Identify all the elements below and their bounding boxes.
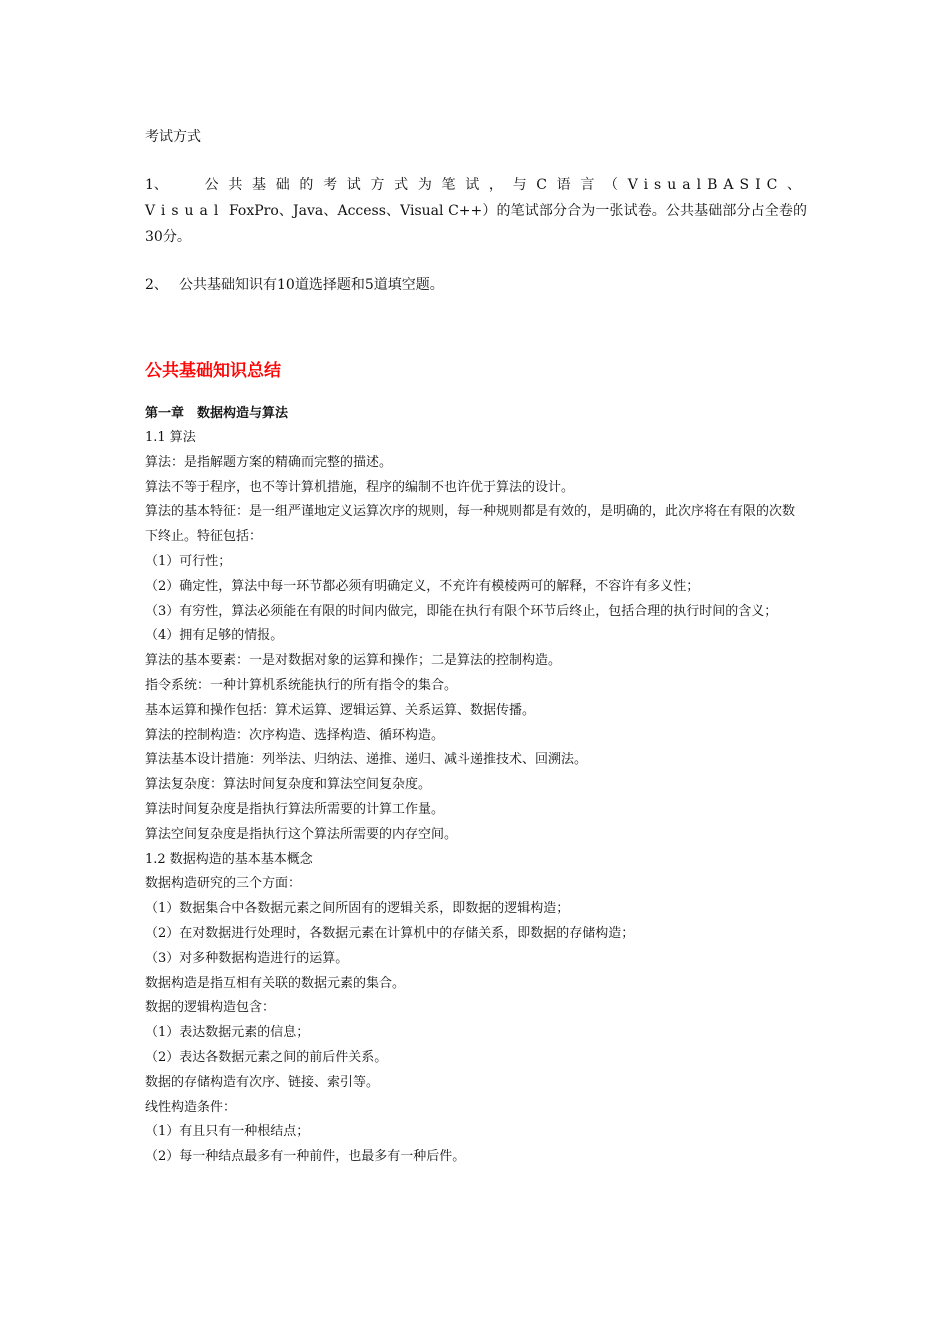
exam-item-1	[145, 172, 807, 250]
body-line: （4）拥有足够的情报。	[145, 628, 284, 644]
exam-item-2-number: 2、	[145, 277, 168, 293]
exam-item-1-text: FoxPro、Java、Access、Visual C++）的笔试部分合为一张试卷。公共基础部分占全卷的30分。	[145, 203, 808, 245]
body-line: 算法基本设计措施：列举法、归纳法、递推、递归、减斗递推技术、回溯法。	[145, 752, 588, 768]
exam-item-1-number: 1、	[145, 177, 168, 193]
summary-title: 公共基础知识总结	[145, 361, 281, 381]
body-line: 算法复杂度：算法时间复杂度和算法空间复杂度。	[145, 777, 432, 793]
chapter-title: 第一章 数据构造与算法	[145, 406, 289, 421]
body-line: （2）在对数据进行处理时，各数据元素在计算机中的存储关系，即数据的存储构造；	[145, 925, 635, 941]
body-line: （3）有穷性，算法必须能在有限的时间内做完，即能在执行有限个环节后终止，包括合理的执行时间的含义；	[145, 603, 778, 619]
body-line: （2）确定性，算法中每一环节都必须有明确定义，不充许有模棱两可的解释，不容许有多义性；	[145, 578, 700, 594]
body-line: （1）数据集合中各数据元素之间所固有的逻辑关系，即数据的逻辑构造；	[145, 901, 570, 917]
body-line: （1）表达数据元素的信息；	[145, 1025, 310, 1041]
body-lines	[145, 426, 807, 1170]
body-line: 算法的基本要素：一是对数据对象的运算和操作；二是算法的控制构造。	[145, 653, 562, 669]
body-line: 算法的基本特征：是一组严谨地定义运算次序的规则，每一种规则都是有效的，是明确的，此次序将在有限的次数下终止。特征包括：	[145, 504, 796, 545]
exam-item-1-spaced-text: 公共基础的考试方式为笔试，与C语言（VisualBASIC、Visual	[145, 177, 807, 219]
body-line: 算法：是指解题方案的精确而完整的描述。	[145, 454, 393, 470]
body-line: （2）表达各数据元素之间的前后件关系。	[145, 1049, 388, 1065]
body-line: （1）有且只有一种根结点；	[145, 1124, 310, 1140]
body-line: 1.1 算法	[145, 430, 196, 445]
exam-item-2	[145, 272, 807, 298]
body-line: （2）每一种结点最多有一种前件，也最多有一种后件。	[145, 1149, 466, 1165]
body-line: 算法空间复杂度是指执行这个算法所需要的内存空间。	[145, 826, 458, 842]
body-line: （3）对多种数据构造进行的运算。	[145, 950, 349, 966]
body-line: 算法时间复杂度是指执行算法所需要的计算工作量。	[145, 801, 445, 817]
document-content	[145, 124, 807, 1170]
body-line: 基本运算和操作包括：算术运算、逻辑运算、关系运算、数据传播。	[145, 702, 536, 718]
body-line: 算法不等于程序，也不等计算机措施，程序的编制不也许优于算法的设计。	[145, 479, 575, 495]
body-line: 数据构造是指互相有关联的数据元素的集合。	[145, 975, 406, 991]
body-line: 指令系统：一种计算机系统能执行的所有指令的集合。	[145, 677, 458, 693]
body-line: 数据的逻辑构造包含：	[145, 1000, 276, 1016]
exam-item-2-text: 公共基础知识有10道选择题和5道填空题。	[179, 277, 444, 293]
body-line: （1）可行性；	[145, 553, 232, 569]
body-line: 1.2 数据构造的基本基本概念	[145, 851, 313, 867]
body-line: 线性构造条件：	[145, 1099, 237, 1115]
body-line: 数据的存储构造有次序、链接、索引等。	[145, 1074, 380, 1090]
body-line: 算法的控制构造：次序构造、选择构造、循环构造。	[145, 727, 445, 743]
exam-method-heading: 考试方式	[145, 129, 201, 145]
body-line: 数据构造研究的三个方面：	[145, 876, 302, 892]
